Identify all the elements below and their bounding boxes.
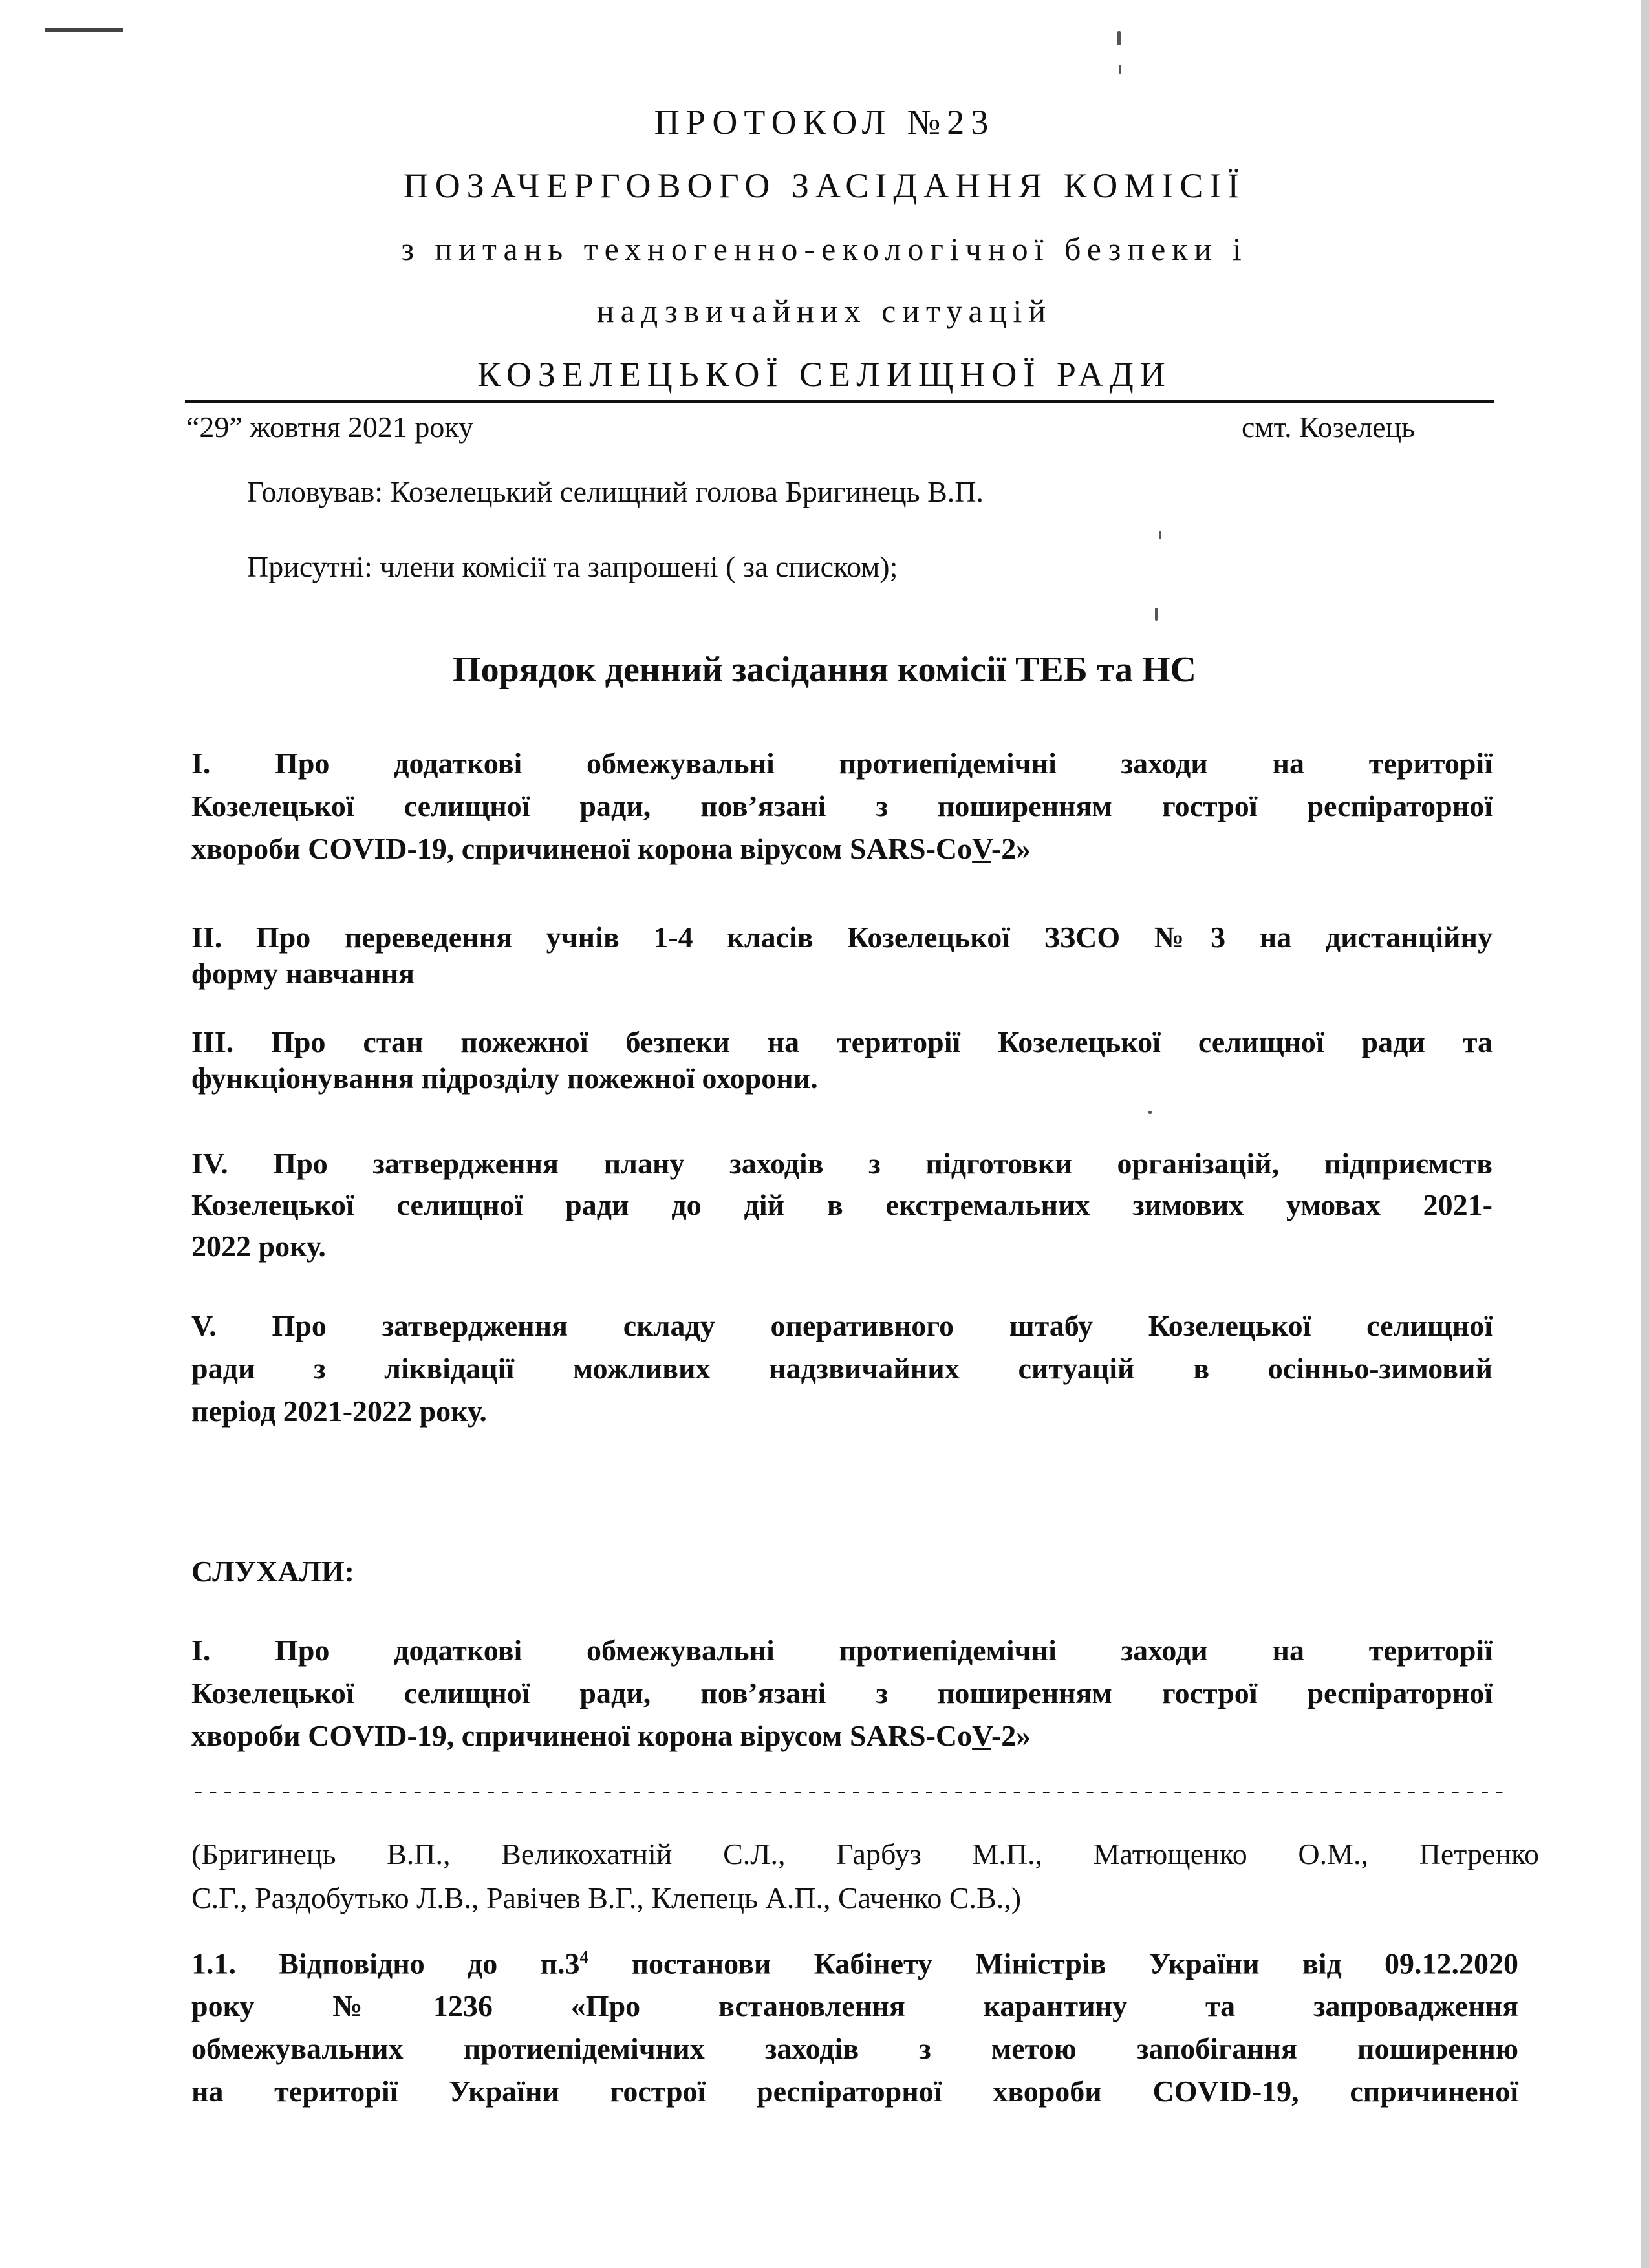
scan-mark	[45, 28, 123, 32]
separator-line: ------------------------------------------------------------------------------------------	[191, 1779, 1507, 1806]
agenda-title: Порядок денний засідання комісії ТЕБ та НС	[453, 650, 1196, 690]
scan-edge	[1641, 0, 1649, 2268]
chaired-by: Головував: Козелецький селищний голова Бригинець В.П.	[247, 475, 984, 508]
agenda-item-5-line-1: V. Про затвердження складу оперативного штабу Козелецької селищної	[191, 1309, 1493, 1342]
speakers-list	[191, 1832, 1539, 1920]
agenda-item-5-line-2: ради з ліквідації можливих надзвичайних ситуацій в осінньо-зимовий	[191, 1352, 1493, 1385]
resolution-line-1: 1.1. Відповідно до $п.3^4$ постанови Кабінету Міністрів України від 09.12.2020	[191, 1947, 1518, 1980]
agenda-item-2	[191, 919, 1493, 992]
agenda-item-1-line-1: I. Про додаткові обмежувальні протиепідемічні заходи на території	[191, 747, 1493, 780]
heard-item-line-2: Козелецької селищної ради, пов’язані з поширенням гострої респіраторної	[191, 1676, 1493, 1709]
header-rule	[185, 400, 1494, 403]
agenda-item-5	[191, 1305, 1493, 1433]
agenda-item-2-line-2: форму навчання	[191, 957, 415, 990]
heard-item	[191, 1629, 1493, 1757]
meeting-date: “29” жовтня 2021 року	[186, 411, 474, 444]
scan-dot	[1148, 1111, 1152, 1114]
agenda-item-2-line-1: II. Про переведення учнів 1-4 класів Козелецької ЗЗСО №3 на дистанційну	[191, 921, 1493, 954]
heard-heading: СЛУХАЛИ:	[191, 1555, 354, 1588]
agenda-item-1	[191, 742, 1493, 870]
agenda-item-3	[191, 1024, 1493, 1097]
topic-line-1: з питань техногенно-екологічної безпеки і	[401, 231, 1248, 267]
resolution-line-2: року №1236 «Про встановлення карантину та запровадження	[191, 1989, 1518, 2023]
speakers-line-2: С.Г., Раздобутько Л.В., Равічев В.Г., Клепець А.П., Саченко С.В.,)	[191, 1881, 1022, 1914]
agenda-item-1-line-3: хвороби COVID-19, спричиненої корона вірусом SARS-CoV-2»	[191, 832, 1031, 865]
agenda-item-4-line-3: 2022 року.	[191, 1230, 326, 1263]
agenda-item-4	[191, 1143, 1493, 1267]
scan-dot	[1159, 531, 1161, 539]
topic-line-2: надзвичайних ситуацій	[596, 293, 1053, 329]
meeting-place: смт. Козелець	[1242, 411, 1416, 444]
meeting-title: ПОЗАЧЕРГОВОГО ЗАСІДАННЯ КОМІСІЇ	[403, 166, 1246, 205]
agenda-item-5-line-3: період 2021-2022 року.	[191, 1395, 487, 1428]
speakers-line-1: (Бригинець В.П., Великохатній С.Л., Гарбуз М.П., Матющенко О.М., Петренко	[191, 1837, 1539, 1870]
agenda-item-3-line-1: III. Про стан пожежної безпеки на території Козелецької селищної ради та	[191, 1025, 1493, 1058]
resolution-line-3: обмежувальних протиепідемічних заходів з метою запобігання поширенню	[191, 2032, 1518, 2066]
agenda-item-4-line-2: Козелецької селищної ради до дій в екстремальних зимових умовах 2021-	[191, 1188, 1493, 1221]
present-list: Присутні: члени комісії та запрошені ( за списком);	[247, 550, 898, 583]
agenda-item-3-line-2: функціонування підрозділу пожежної охорони.	[191, 1062, 818, 1095]
resolution-line-4: на території України гострої респіраторної хвороби COVID-19, спричиненої	[191, 2075, 1518, 2108]
scan-dot	[1119, 65, 1121, 74]
agenda-item-1-line-2: Козелецької селищної ради, пов’язані з поширенням гострої респіраторної	[191, 789, 1493, 822]
protocol-title: ПРОТОКОЛ №23	[654, 103, 995, 142]
heard-item-line-3: хвороби COVID-19, спричиненої корона вірусом SARS-CoV-2»	[191, 1719, 1031, 1752]
scan-dot	[1117, 31, 1121, 45]
heard-item-line-1: I. Про додаткові обмежувальні протиепідемічні заходи на території	[191, 1634, 1493, 1667]
scan-dot	[1155, 608, 1158, 621]
agenda-item-4-line-1: IV. Про затвердження плану заходів з підготовки організацій, підприємств	[191, 1147, 1493, 1180]
resolution-text	[191, 1936, 1518, 2113]
council-title: КОЗЕЛЕЦЬКОЇ СЕЛИЩНОЇ РАДИ	[477, 355, 1172, 394]
